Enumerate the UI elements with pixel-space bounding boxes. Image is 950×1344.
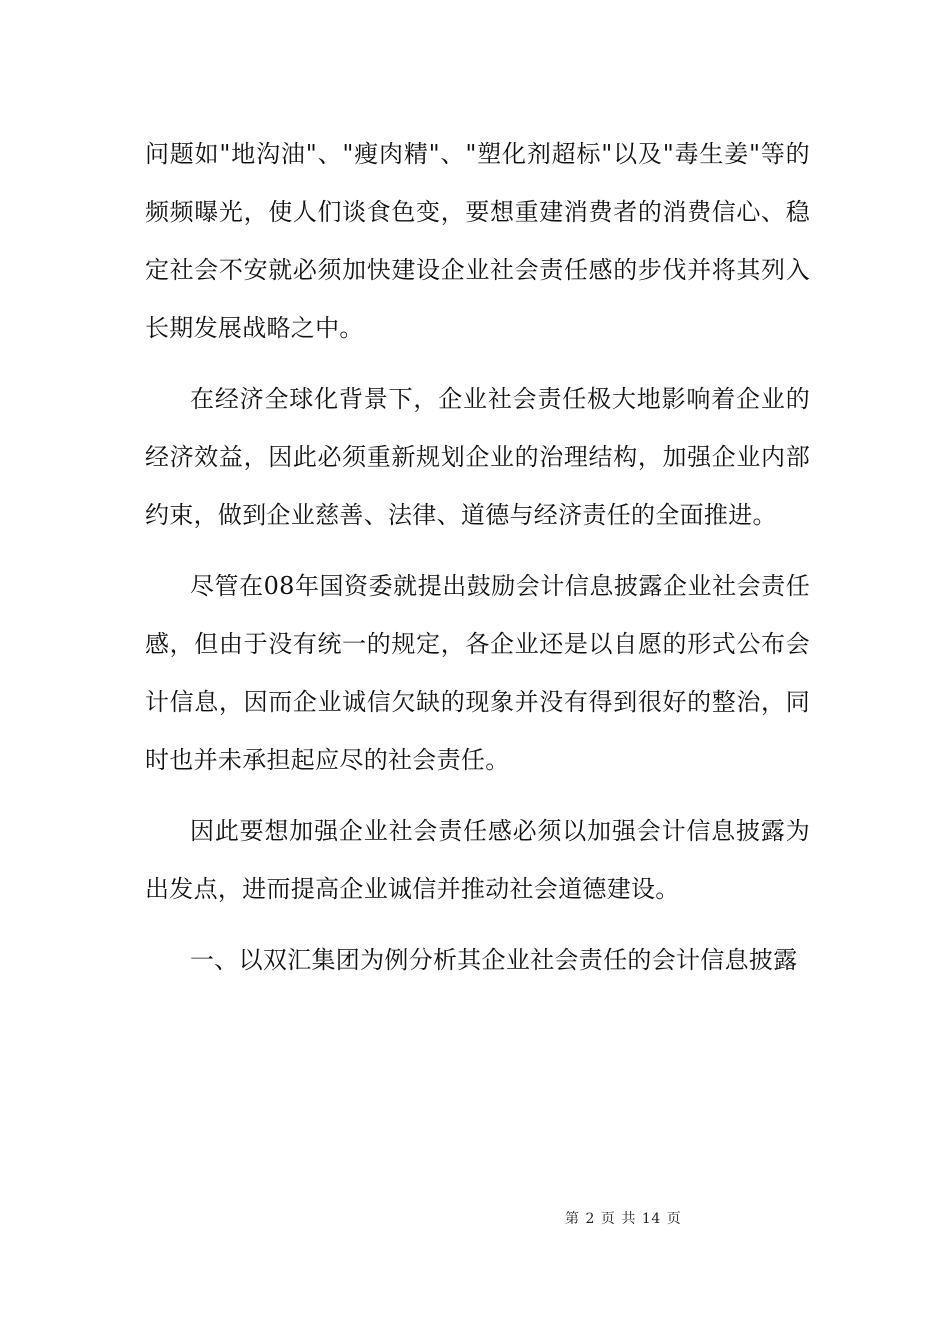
footer-prefix: 第 bbox=[565, 1211, 580, 1227]
footer-current-page: 2 bbox=[585, 1211, 595, 1227]
footer-total-pages: 14 bbox=[641, 1211, 661, 1227]
document-body bbox=[145, 125, 810, 989]
paragraph-2: 在经济全球化背景下，企业社会责任极大地影响着企业的经济效益，因此必须重新规划企业的治理结构，加强企业内部约束，做到企业慈善、法律、道德与经济责任的全面推进。 bbox=[145, 385, 810, 529]
section-heading: 一、以双汇集团为例分析其企业社会责任的会计信息披露 bbox=[190, 946, 798, 974]
paragraph-3: 尽管在08年国资委就提出鼓励会计信息披露企业社会责任感，但由于没有统一的规定，各企业还是以自愿的形式公布会计信息，因而企业诚信欠缺的现象并没有得到很好的整治，同时也并未承担起应尽的社会责任。 bbox=[145, 572, 810, 774]
page-footer bbox=[565, 1208, 687, 1228]
footer-total-word: 共 bbox=[621, 1211, 636, 1227]
paragraph-4: 因此要想加强企业社会责任感必须以加强会计信息披露为出发点，进而提高企业诚信并推动社会道德建设。 bbox=[145, 817, 810, 903]
footer-suffix: 页 bbox=[666, 1211, 682, 1227]
footer-page-word: 页 bbox=[600, 1211, 616, 1227]
paragraph-1: 问题如"地沟油"、"瘦肉精"、"塑化剂超标"以及"毒生姜"等的频频曝光，使人们谈食色变，要想重建消费者的消费信心、稳定社会不安就必须加快建设企业社会责任感的步伐并将其列入长期发展战略之中。 bbox=[145, 140, 810, 342]
